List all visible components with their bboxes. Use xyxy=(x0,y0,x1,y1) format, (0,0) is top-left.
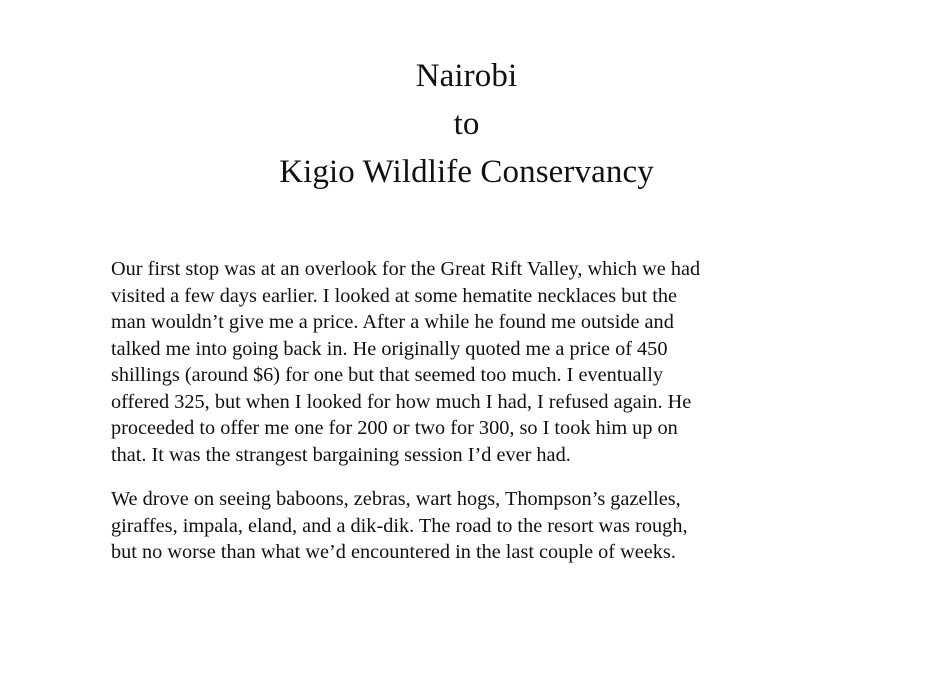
text-line: shillings (around $6) for one but that seemed too much. I eventually xyxy=(111,364,663,386)
text-line: We drove on seeing baboons, zebras, wart hogs, Thompson’s gazelles, xyxy=(111,488,681,510)
paragraph-2 xyxy=(111,486,851,566)
paragraph-1 xyxy=(111,256,851,468)
title-line-connector: to xyxy=(453,106,480,142)
text-line: giraffes, impala, eland, and a dik-dik. The road to the resort was rough, xyxy=(111,514,688,537)
text-line: but no worse than what we’d encountered in the last couple of weeks. xyxy=(111,541,676,563)
title-line-origin: Nairobi xyxy=(415,58,518,94)
body-text xyxy=(111,256,851,584)
text-line: Our first stop was at an overlook for the Great Rift Valley, which we had xyxy=(111,258,701,280)
text-line: proceeded to offer me one for 200 or two for 300, so I took him up on xyxy=(111,417,678,439)
text-line: man wouldn’t give me a price. After a while he found me outside and xyxy=(111,311,674,333)
title-line-destination: Kigio Wildlife Conservancy xyxy=(279,154,654,190)
text-line: visited a few days earlier. I looked at some hematite necklaces but the xyxy=(111,284,677,307)
text-line: talked me into going back in. He originally quoted me a price of 450 xyxy=(111,337,668,360)
text-line: offered 325, but when I looked for how much I had, I refused again. He xyxy=(111,390,692,413)
chapter-title xyxy=(0,52,933,196)
text-line: that. It was the strangest bargaining session I’d ever had. xyxy=(111,443,571,466)
